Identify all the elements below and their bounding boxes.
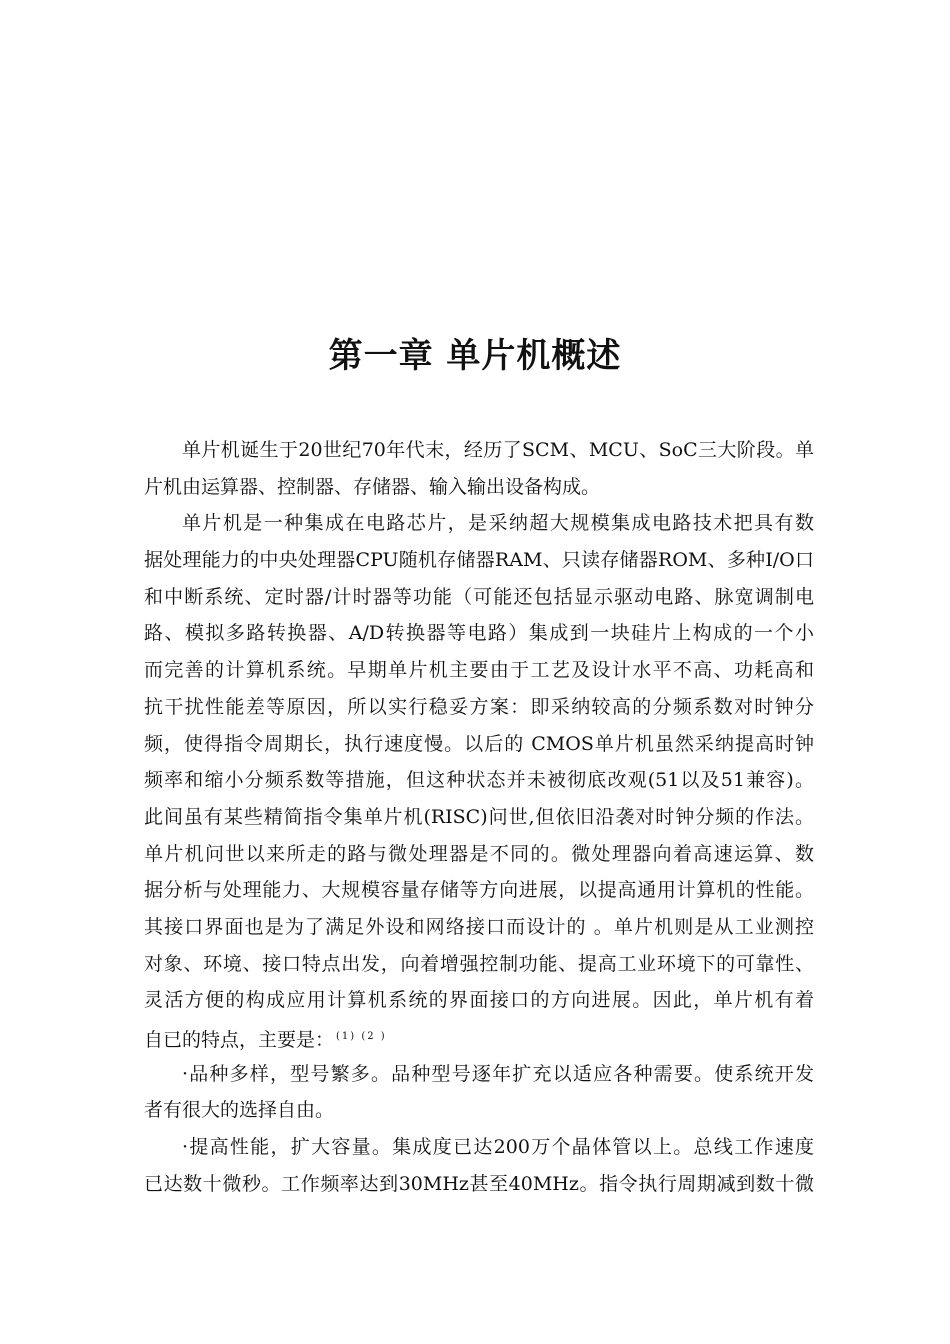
paragraph-line: 单片机诞生于20世纪70年代末，经历了SCM、MCU、SoC三大阶段。单 [182,439,814,461]
paragraph-line: 频率和缩小分频系数等措施，但这种状态并未被彻底改观(51以及51兼容)。 [144,769,814,792]
bullet-paragraph [144,1056,814,1129]
paragraph-line: 单片机问世以来所走的路与微处理器是不同的。微处理器向着高速运算、数 [144,842,814,865]
paragraph-line: 路、模拟多路转换器、A/D转换器等电路）集成到一块硅片上构成的一个小 [144,622,814,645]
paragraph-line: 据分析与处理能力、大规模容量存储等方向进展，以提高通用计算机的性能。 [144,879,814,902]
paragraph-line: 者有很大的选择自由。 [144,1099,335,1122]
bullet-paragraph [144,1129,814,1202]
paragraph-line: 据处理能力的中央处理器CPU随机存储器RAM、只读存储器ROM、多种I/O口 [144,549,814,572]
paragraph-line: 已达数十微秒。工作频率达到30MHz甚至40MHz。指令执行周期减到数十微 [144,1172,814,1195]
chapter-title: 第一章 单片机概述 [328,336,622,376]
paragraph-line: 此间虽有某些精简指令集单片机(RISC)问世,但依旧沿袭对时钟分频的作法。 [144,805,814,828]
paragraph [144,505,814,1055]
document-body [144,432,814,1202]
paragraph-line: 而完善的计算机系统。早期单片机主要由于工艺及设计水平不高、功耗高和 [144,659,814,682]
paragraph [144,432,814,505]
reference-marker: (1) (2 ) [336,1031,387,1042]
paragraph-line [144,1019,814,1056]
paragraph-line: 抗干扰性能差等原因，所以实行稳妥方案：即采纳较高的分频系数对时钟分 [144,695,814,718]
paragraph-line: 和中断系统、定时器/计时器等功能（可能还包括显示驱动电路、脉宽调制电 [144,585,814,608]
paragraph-line: 其接口界面也是为了满足外设和网络接口而设计的 。单片机则是从工业测控 [144,915,814,938]
paragraph-line: 单片机是一种集成在电路芯片，是采纳超大规模集成电路技术把具有数 [182,512,814,535]
paragraph-line: 片机由运算器、控制器、存储器、输入输出设备构成。 [144,475,601,498]
paragraph-line: 对象、环境、接口特点出发，向着增强控制功能、提高工业环境下的可靠性、 [144,952,814,975]
paragraph-line: 频，使得指令周期长，执行速度慢。以后的 CMOS单片机虽然采纳提高时钟 [144,732,814,755]
paragraph-line-text: 自已的特点，主要是： [144,1029,335,1051]
paragraph-line: ·提高性能，扩大容量。集成度已达200万个晶体管以上。总线工作速度 [182,1136,814,1159]
paragraph-line: 灵活方便的构成应用计算机系统的界面接口的方向进展。因此，单片机有着 [144,989,814,1012]
paragraph-line: ·品种多样，型号繁多。品种型号逐年扩充以适应各种需要。使系统开发 [182,1062,814,1085]
